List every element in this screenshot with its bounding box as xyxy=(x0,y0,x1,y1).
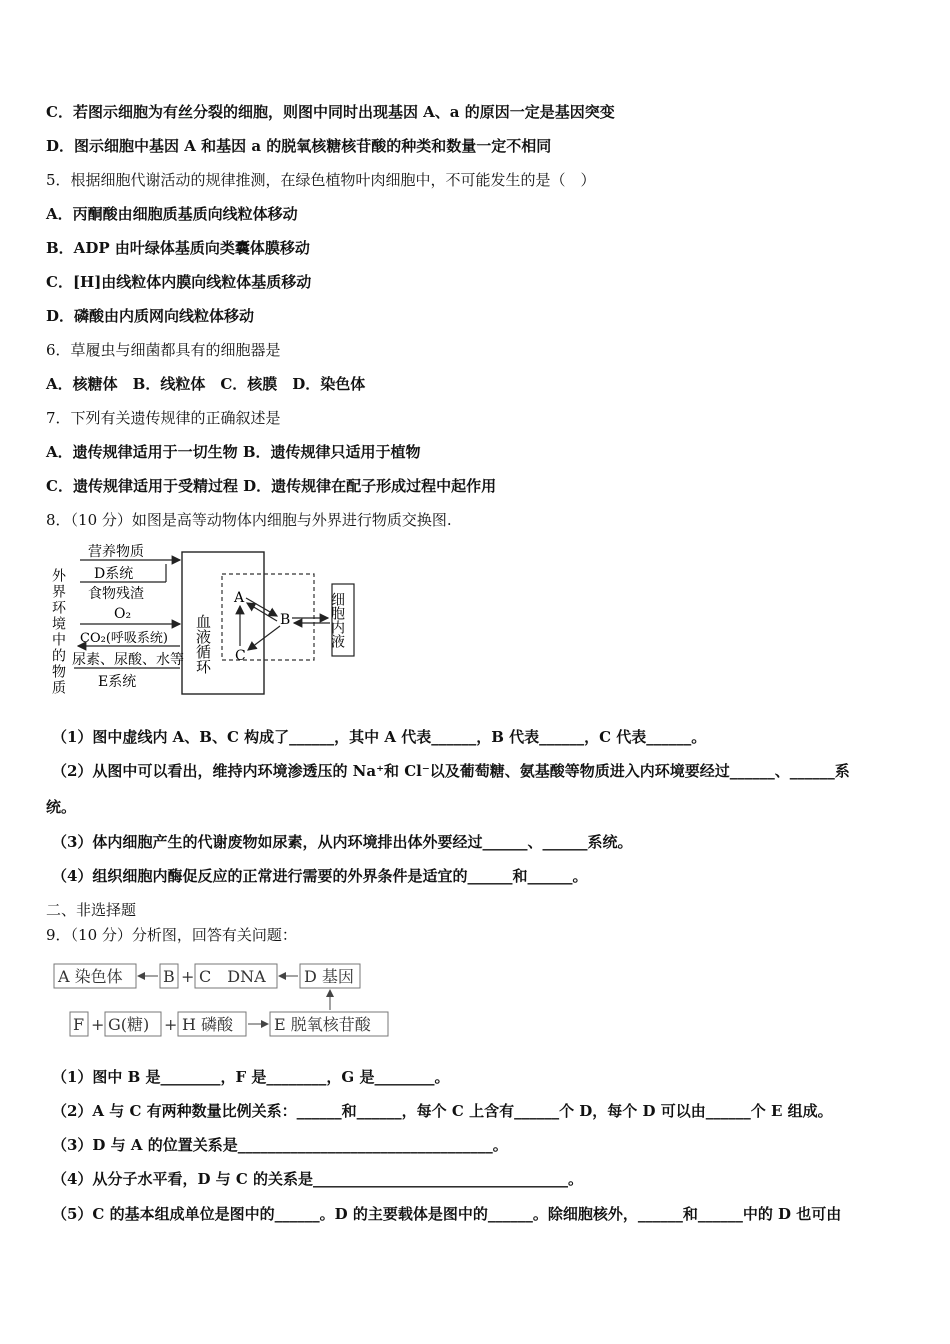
q7-options-ab: A．遗传规律适用于一切生物 B．遗传规律只适用于植物 xyxy=(46,443,421,461)
e-system-label: E系统 xyxy=(98,674,137,690)
q8-part-2a: （2）从图中可以看出，维持内环境渗透压的 Na⁺和 Cl⁻以及葡萄糖、氨基酸等物质进入内环境要经过______、______系 xyxy=(52,762,850,780)
q6-options: A．核糖体 B．线粒体 C．核膜 D．染色体 xyxy=(46,375,366,393)
label-e: E 脱氧核苷酸 xyxy=(274,1015,371,1034)
q5-stem: 5．根据细胞代谢活动的规律推测，在绿色植物叶肉细胞中，不可能发生的是（ ） xyxy=(46,171,596,189)
q4-option-c: C．若图示细胞为有丝分裂的细胞，则图中同时出现基因 A、a 的原因一定是基因突变 xyxy=(46,103,615,121)
label-g: G(糖) xyxy=(108,1015,150,1034)
q9-part-3: （3）D 与 A 的位置关系是__________________________________。 xyxy=(52,1136,508,1154)
d-system-label: D系统 xyxy=(94,566,134,582)
nutrients-label: 营养物质 xyxy=(88,544,144,560)
a-to-b-arrow xyxy=(246,598,277,616)
co2-label: CO₂(呼吸系统) xyxy=(80,631,168,646)
q9-gene-diagram xyxy=(50,958,410,1042)
q8-part-4: （4）组织细胞内酶促反应的正常进行需要的外界条件是适宜的______和______。 xyxy=(52,867,588,885)
label-b: B xyxy=(163,967,175,986)
q8-part-3: （3）体内细胞产生的代谢废物如尿素，从内环境排出体外要经过______、______系统。 xyxy=(52,833,633,851)
q5-option-b: B．ADP 由叶绿体基质向类囊体膜移动 xyxy=(46,239,310,257)
q8-part-1: （1）图中虚线内 A、B、C 构成了______，其中 A 代表______，B 代表______，C 代表______。 xyxy=(52,728,707,746)
b-to-a-arrow xyxy=(247,603,277,621)
node-a: A xyxy=(234,590,245,606)
q7-stem: 7．下列有关遗传规律的正确叙述是 xyxy=(46,409,281,427)
plus-3: + xyxy=(164,1015,178,1034)
q9-part-4: （4）从分子水平看，D 与 C 的关系是__________________________________。 xyxy=(52,1170,584,1188)
q5-option-c: C．[H]由线粒体内膜向线粒体基质移动 xyxy=(46,273,312,291)
outer-environment-label: 外界环境中的物质 xyxy=(50,568,66,696)
node-c: C xyxy=(235,648,246,664)
q8-exchange-diagram xyxy=(44,538,364,698)
node-b: B xyxy=(280,612,291,628)
label-f: F xyxy=(73,1015,85,1034)
q5-option-d: D．磷酸由内质网向线粒体移动 xyxy=(46,307,255,325)
cell-fluid-label: 细胞内液 xyxy=(329,592,345,648)
label-d: D 基因 xyxy=(304,967,354,986)
q6-stem: 6．草履虫与细菌都具有的细胞器是 xyxy=(46,341,281,359)
label-a: A 染色体 xyxy=(58,967,123,986)
plus-2: + xyxy=(91,1015,105,1034)
q9-part-1: （1）图中 B 是________，F 是________，G 是________。 xyxy=(52,1068,450,1086)
blood-label: 血液循环 xyxy=(194,614,212,674)
q8-part-2b: 统。 xyxy=(46,798,77,816)
residue-label: 食物残渣 xyxy=(88,586,144,602)
section-title: 二、非选择题 xyxy=(46,901,137,919)
q9-stem: 9．（10 分）分析图，回答有关问题： xyxy=(46,926,297,944)
q9-part-2: （2）A 与 C 有两种数量比例关系：______和______，每个 C 上含有______个 D，每个 D 可以由______个 E 组成。 xyxy=(52,1102,833,1120)
o2-label: O₂ xyxy=(114,606,132,622)
label-c: C DNA xyxy=(199,967,266,986)
wastes-label: 尿素、尿酸、水等 xyxy=(72,652,184,668)
q8-stem: 8．（10 分）如图是高等动物体内细胞与外界进行物质交换图. xyxy=(46,511,452,529)
q4-option-d: D．图示细胞中基因 A 和基因 a 的脱氧核糖核苷酸的种类和数量一定不相同 xyxy=(46,137,552,155)
label-h: H 磷酸 xyxy=(182,1015,234,1034)
plus-1: + xyxy=(181,967,195,986)
q9-part-5: （5）C 的基本组成单位是图中的______。D 的主要载体是图中的______。除细胞核外，______和______中的 D 也可由 xyxy=(52,1205,842,1223)
q5-option-a: A．丙酮酸由细胞质基质向线粒体移动 xyxy=(46,205,298,223)
q7-options-cd: C．遗传规律适用于受精过程 D．遗传规律在配子形成过程中起作用 xyxy=(46,477,497,495)
